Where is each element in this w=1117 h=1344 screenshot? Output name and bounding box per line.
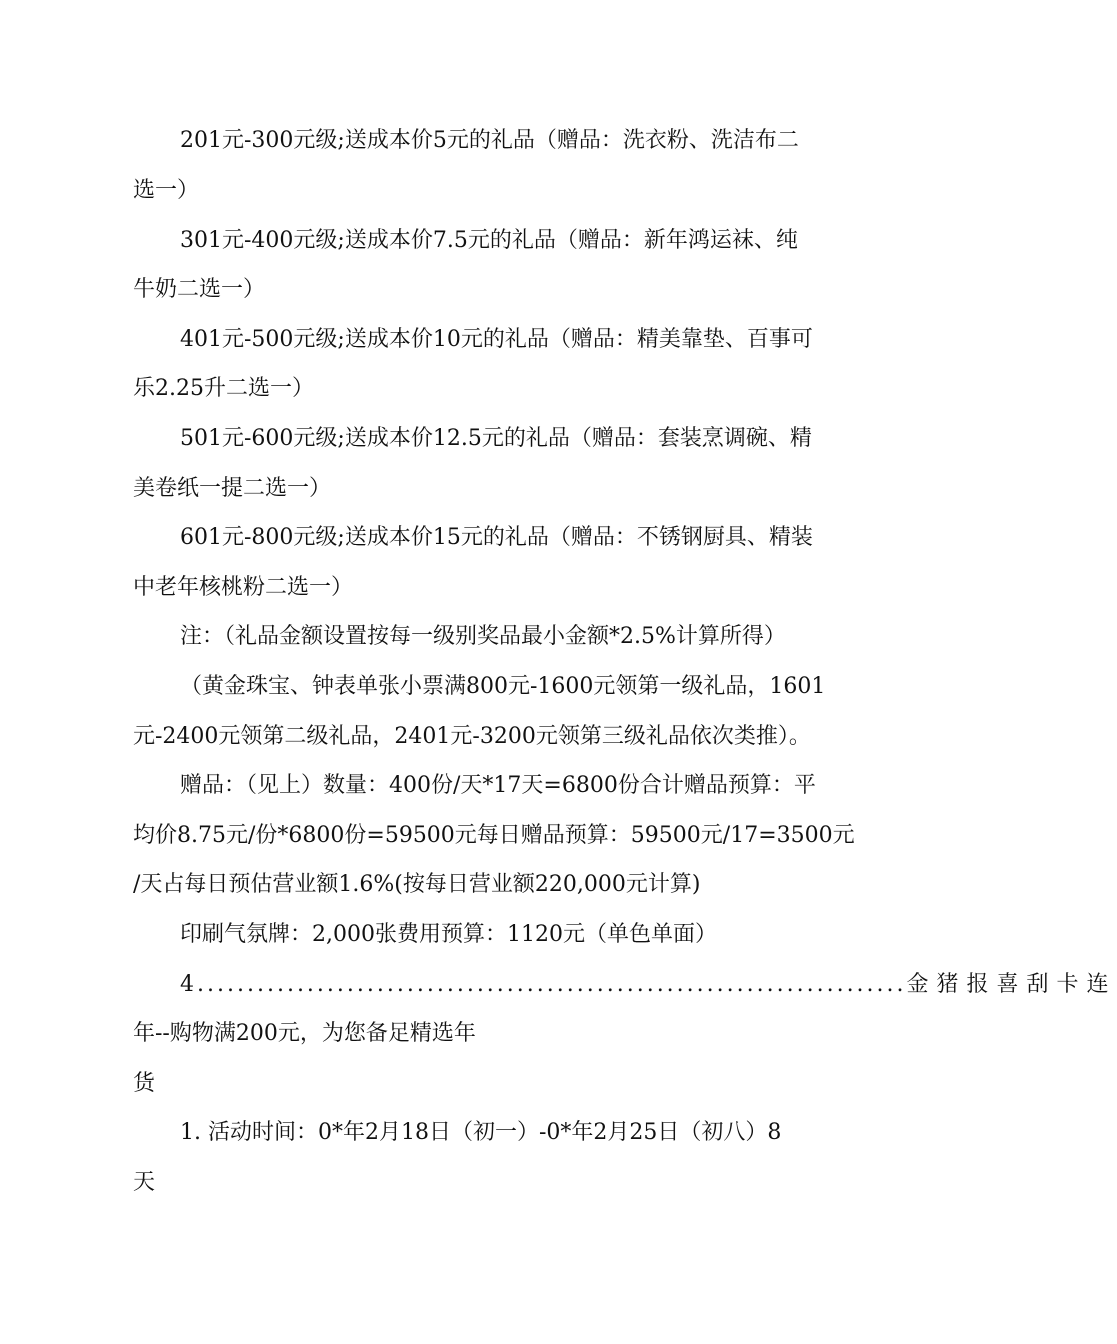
paragraph-line: 选一） [133, 178, 200, 203]
paragraph-line: 601元-800元级;送成本价15元的礼品（赠品：不锈钢厨具、精装 [180, 525, 813, 550]
paragraph-line: 赠品：（见上）数量：400份/天*17天=6800份合计赠品预算：平 [180, 773, 816, 798]
paragraph-line: 501元-600元级;送成本价12.5元的礼品（赠品：套装烹调碗、精 [180, 426, 812, 451]
paragraph-line: 均价8.75元/份*6800份=59500元每日赠品预算：59500元/17=3500元 [133, 823, 855, 848]
paragraph-line: 201元-300元级;送成本价5元的礼品（赠品：洗衣粉、洗洁布二 [180, 128, 799, 153]
paragraph-line: 美卷纸一提二选一） [133, 476, 332, 501]
section-heading-line [180, 970, 1117, 1000]
paragraph-line: /天占每日预估营业额1.6%(按每日营业额220,000元计算) [133, 872, 701, 897]
paragraph-line: （黄金珠宝、钟表单张小票满800元-1600元领第一级礼品，1601 [180, 674, 826, 699]
paragraph-line: 1. 活动时间：0*年2月18日（初一）-0*年2月25日（初八）8 [180, 1120, 782, 1145]
paragraph-line: 元-2400元领第二级礼品，2401元-3200元领第三级礼品依次类推）。 [133, 724, 811, 749]
paragraph-line: 年--购物满200元，为您备足精选年 [133, 1021, 476, 1046]
note-line: 注：（礼品金额设置按每一级别奖品最小金额*2.5%计算所得） [180, 624, 786, 649]
section-title: 金猪报喜刮卡连 [906, 972, 1117, 997]
paragraph-line: 天 [133, 1170, 156, 1195]
paragraph-line: 401元-500元级;送成本价10元的礼品（赠品：精美靠垫、百事可 [180, 327, 813, 352]
paragraph-line: 中老年核桃粉二选一） [133, 575, 354, 600]
paragraph-line: 301元-400元级;送成本价7.5元的礼品（赠品：新年鸿运袜、纯 [180, 228, 798, 253]
paragraph-line: 乐2.25升二选一） [133, 376, 314, 401]
section-number: 4. [180, 972, 207, 997]
paragraph-line: 货 [133, 1071, 156, 1096]
paragraph-line: 牛奶二选一） [133, 277, 266, 302]
leader-dots: 4....................................................................... [180, 972, 907, 997]
paragraph-line: 印刷气氛牌：2,000张费用预算：1120元（单色单面） [180, 922, 717, 947]
